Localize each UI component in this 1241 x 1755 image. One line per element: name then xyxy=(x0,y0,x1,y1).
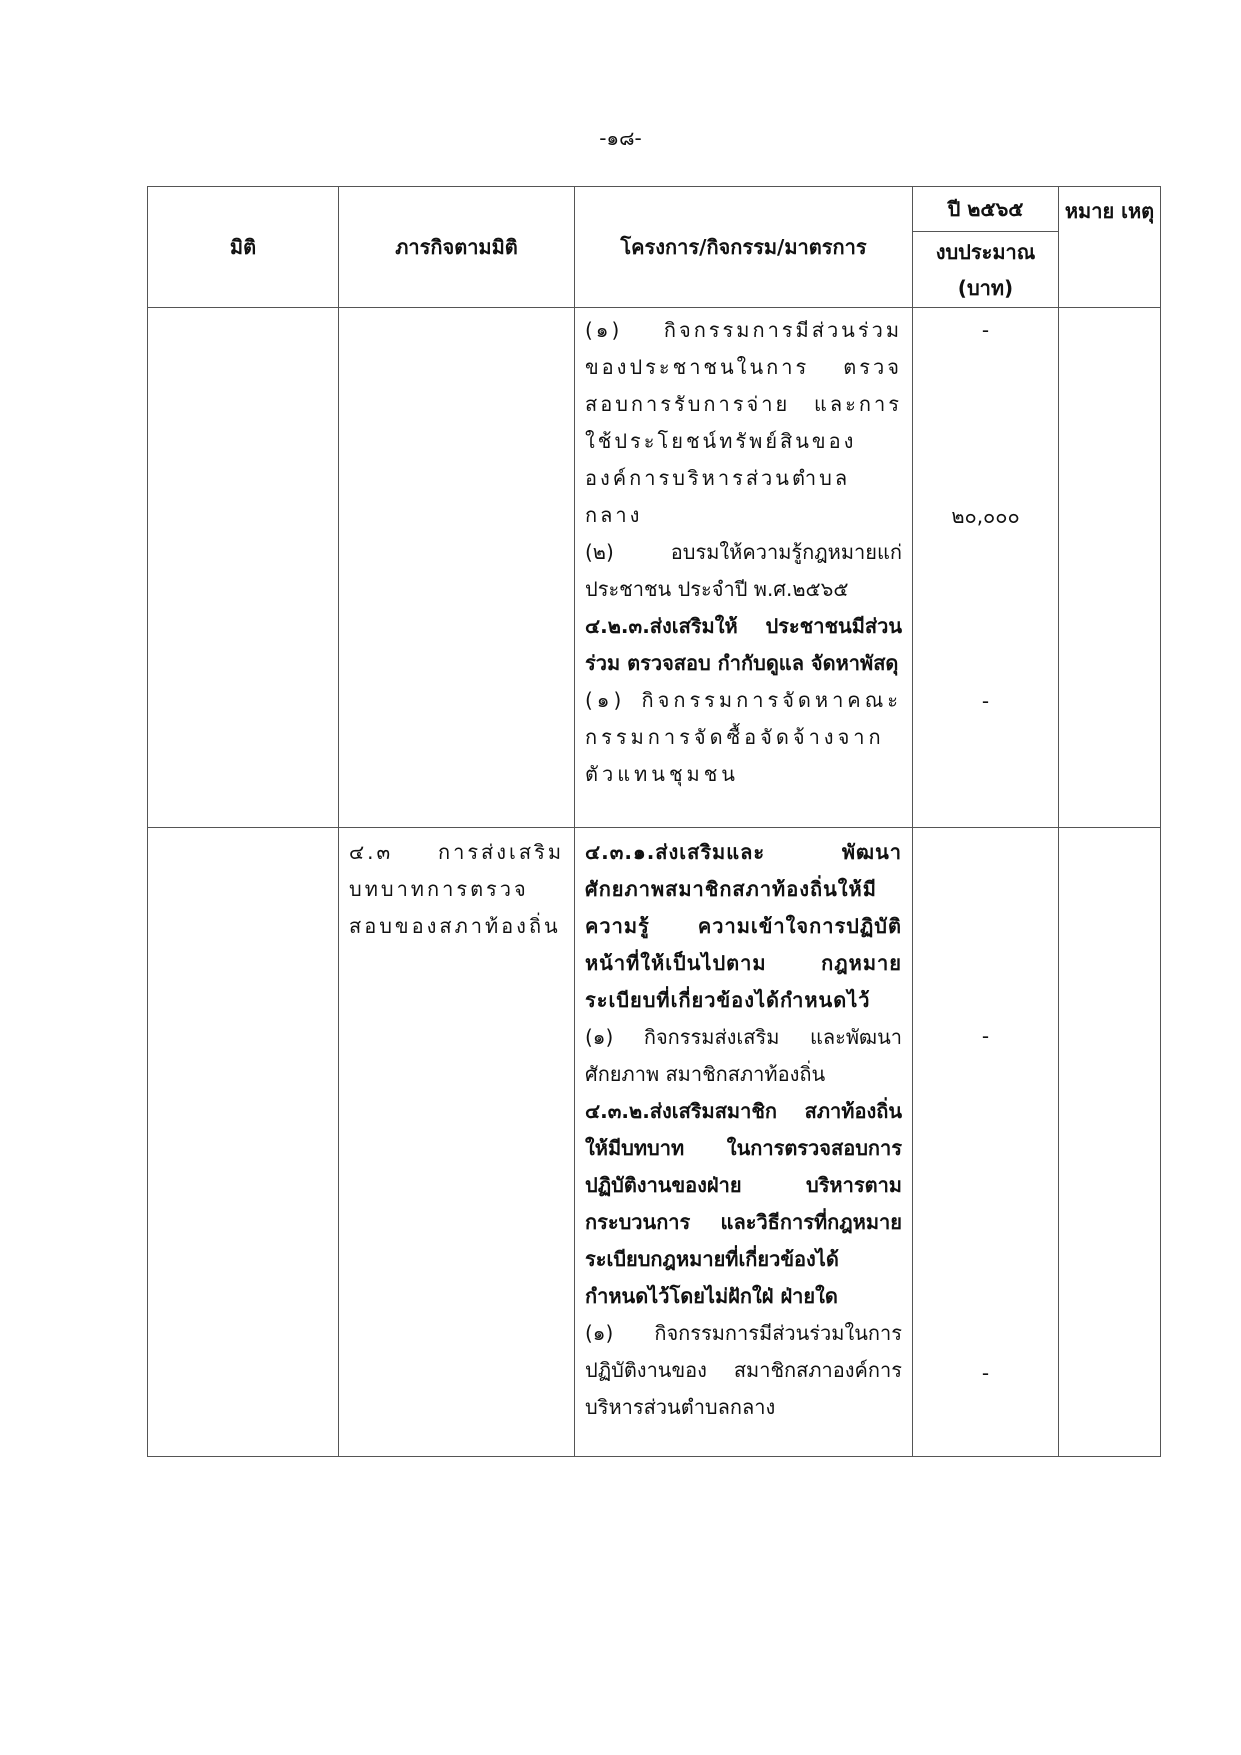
table-row xyxy=(148,308,1161,828)
project-item: (๒) อบรมให้ความรู้กฎหมายแก่ประชาชน ประจำปี พ.ศ.๒๕๖๕ xyxy=(585,540,902,601)
header-dimension: มิติ xyxy=(148,187,339,308)
header-project: โครงการ/กิจกรรม/มาตรการ xyxy=(575,187,913,308)
project-cell xyxy=(575,828,913,1457)
budget-cell xyxy=(913,308,1059,828)
header-remark: หมาย เหตุ xyxy=(1059,187,1161,308)
budget-value: - xyxy=(981,689,990,713)
page-number: -๑๘- xyxy=(599,126,642,150)
project-item: (๑) กิจกรรมการมีส่วนร่วมของประชาชนในการ ตรวจสอบการรับการจ่าย และการใช้ประโยชน์ทรัพย์สินขององค์การบริหารส่วนตำบลกลาง xyxy=(585,318,902,527)
budget-value: - xyxy=(981,1361,990,1385)
header-mission: ภารกิจตามมิติ xyxy=(339,187,575,308)
budget-value: - xyxy=(981,1024,990,1048)
remark-cell xyxy=(1059,828,1161,1457)
project-cell xyxy=(575,308,913,828)
header-year: ปี ๒๕๖๕ xyxy=(913,187,1059,232)
mission-cell xyxy=(339,828,575,1457)
budget-cell xyxy=(913,828,1059,1457)
dimension-cell xyxy=(148,828,339,1457)
project-item: ๔.๒.๓.ส่งเสริมให้ ประชาชนมีส่วนร่วม ตรวจสอบ กำกับดูแล จัดหาพัสดุ xyxy=(585,614,902,675)
table-row xyxy=(148,828,1161,1457)
budget-table xyxy=(147,186,1161,1457)
project-item: ๔.๓.๒.ส่งเสริมสมาชิก สภาท้องถิ่นให้มีบทบาท ในการตรวจสอบการปฏิบัติงานของฝ่าย บริหารตามกระบวนการ และวิธีการที่กฎหมายระเบียบกฎหมายที่เกี่ยวข้องได้กำหนดไว้โดยไม่ฝักใฝ่ ฝ่ายใด xyxy=(585,1099,902,1308)
header-budget: งบประมาณ (บาท) xyxy=(913,232,1059,308)
mission-text: ๔.๓ การส่งเสริมบทบาทการตรวจสอบของสภาท้องถิ่น xyxy=(349,840,564,938)
dimension-cell xyxy=(148,308,339,828)
budget-value: ๒๐,๐๐๐ xyxy=(951,504,1020,528)
budget-value: - xyxy=(981,318,990,342)
remark-cell xyxy=(1059,308,1161,828)
project-item: (๑) กิจกรรมส่งเสริม และพัฒนาศักยภาพ สมาชิกสภาท้องถิ่น xyxy=(585,1025,902,1086)
project-item: (๑) กิจกรรมการจัดหาคณะกรรมการจัดซื้อจัดจ้างจากตัวแทนชุมชน xyxy=(585,688,902,786)
mission-cell xyxy=(339,308,575,828)
project-item: ๔.๓.๑.ส่งเสริมและ พัฒนาศักยภาพสมาชิกสภาท้องถิ่นให้มีความรู้ ความเข้าใจการปฏิบัติหน้าที่ให้เป็นไปตาม กฎหมายระเบียบที่เกี่ยวข้องได้กำหนดไว้ xyxy=(585,840,902,1012)
project-item: (๑) กิจกรรมการมีส่วนร่วมในการปฏิบัติงานของ สมาชิกสภาองค์การบริหารส่วนตำบลกลาง xyxy=(585,1321,902,1419)
